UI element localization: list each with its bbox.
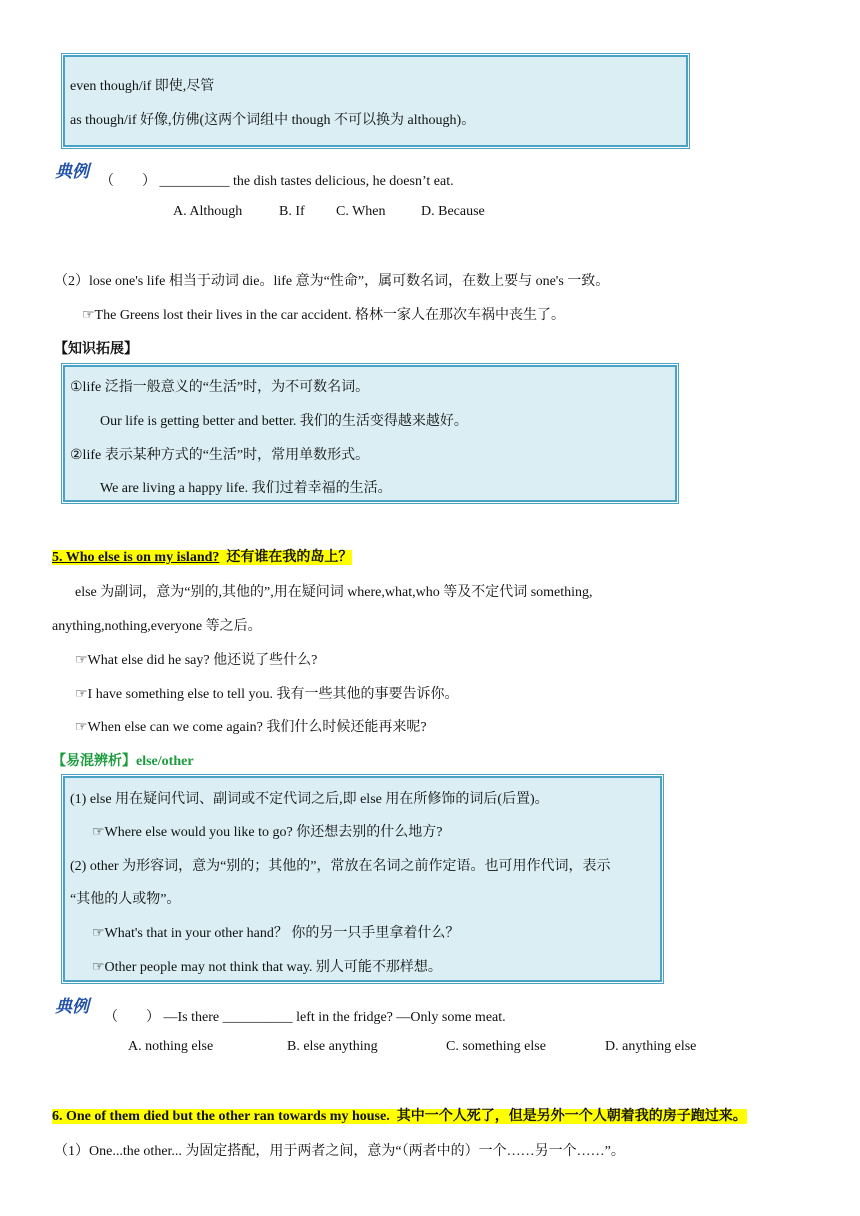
box-line: ②life 表示某种方式的“生活”时，常用单数形式。 [70,448,370,463]
heading-en: 6. One of them died but the other ran towards my house. [52,1109,390,1124]
option-a: A. Although [173,204,243,219]
example-sentence: ☞What else did he say? 他还说了些什么? [75,653,318,668]
example-sentence: ☞I have something else to tell you. 我有一些其他的事要告诉你。 [75,687,459,702]
example-sentence: ☞The Greens lost their lives in the car accident. 格林一家人在那次车祸中丧生了。 [82,308,566,323]
box-line: (2) other 为形容词，意为“别的；其他的”，常放在名词之前作定语。也可用作代词，表示 [70,859,611,874]
heading-zh: 还有谁在我的岛上？ [226,550,353,565]
point-lose-life: （2）lose one's life 相当于动词 die。life 意为“性命”，属可数名词，在数上要与 one's 一致。 [54,274,610,289]
example-stamp-icon [55,160,99,182]
expansion-box [61,363,679,504]
question-text: __________ the dish tastes delicious, he doesn’t eat. [159,174,454,189]
box-line: as though/if 好像,仿佛(这两个词组中 though 不可以换为 although)。 [70,113,476,128]
question-text: —Is there __________ left in the fridge? —Only some meat. [163,1010,506,1025]
svg-text:典例: 典例 [55,162,89,182]
answer-paren: （ ） [104,1010,160,1025]
box-line: “其他的人或物”。 [70,892,181,907]
option-c: C. something else [446,1039,546,1054]
option-b: B. else anything [287,1039,378,1054]
box-line: (1) else 用在疑问代词、副词或不定代词之后,即 else 用在所修饰的词后(后置)。 [70,792,549,807]
svg-text:典例: 典例 [55,997,89,1017]
section-5-heading [52,546,352,566]
box-line: ☞Where else would you like to go? 你还想去别的什么地方? [92,825,443,840]
paragraph: （1）One...the other... 为固定搭配，用于两者之间，意为“（两者中的）一个……另一个……”。 [54,1144,625,1159]
option-c: C. When [336,204,386,219]
heading-zh: 其中一个人死了，但是另外一个人朝着我的房子跑过来。 [396,1109,747,1124]
confusion-heading: 【易混辨析】else/other [52,754,194,769]
expansion-heading: 【知识拓展】 [54,342,138,357]
heading-en: 5. Who else is on my island? [52,550,220,565]
option-a: A. nothing else [128,1039,214,1054]
example-question [104,1006,506,1026]
box-line: Our life is getting better and better. 我们的生活变得越来越好。 [100,414,468,429]
box-line: ☞What's that in your other hand？ 你的另一只手里拿着什么？ [92,926,460,941]
example-stamp-icon [55,995,99,1017]
box-line: ①life 泛指一般意义的“生活”时，为不可数名词。 [70,380,370,395]
paragraph: anything,nothing,everyone 等之后。 [52,619,262,634]
box-line: even though/if 即使,尽管 [70,79,215,94]
note-box-though [61,53,690,149]
paragraph: else 为副词，意为“别的,其他的”,用在疑问词 where,what,who 等及不定代词 something, [75,585,593,600]
example-sentence: ☞When else can we come again? 我们什么时候还能再来呢? [75,720,427,735]
box-line: ☞Other people may not think that way. 别人可能不那样想。 [92,960,442,975]
example-question [100,170,454,190]
box-line: We are living a happy life. 我们过着幸福的生活。 [100,481,392,496]
option-d: D. Because [421,204,485,219]
else-other-box [61,774,664,984]
option-b: B. If [279,204,305,219]
answer-paren: （ ） [100,174,156,189]
section-6-heading [52,1105,747,1125]
option-d: D. anything else [605,1039,697,1054]
